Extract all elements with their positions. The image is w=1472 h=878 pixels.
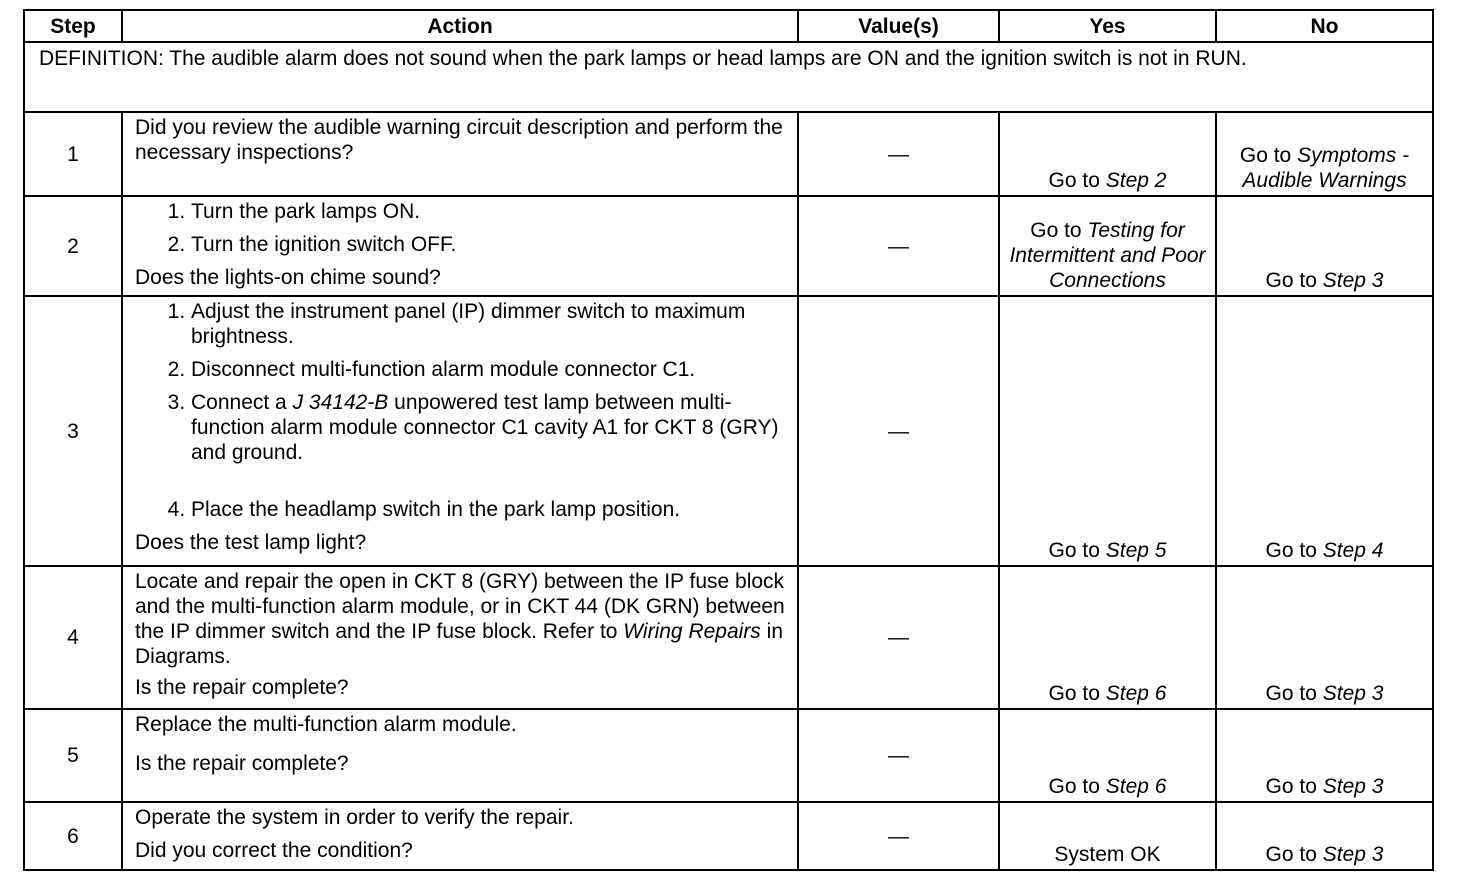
go-to-label: Go to — [1265, 539, 1317, 562]
table-row — [24, 196, 1433, 296]
action-steps-list — [135, 199, 789, 257]
header-yes: Yes — [999, 10, 1216, 42]
header-no: No — [1216, 10, 1433, 42]
yes-cell[interactable] — [999, 196, 1216, 296]
action-cell — [122, 296, 798, 566]
step-number: 6 — [24, 802, 122, 870]
table-row — [24, 296, 1433, 566]
action-cell — [122, 709, 798, 802]
go-to-label: Go to — [1048, 775, 1100, 798]
table-row — [24, 566, 1433, 709]
yes-link[interactable]: Step 5 — [1105, 539, 1167, 562]
go-to-label: Go to — [1265, 269, 1317, 292]
action-step: 2. Disconnect multi-function alarm module connector C1. — [191, 357, 789, 382]
action-question: Is the repair complete? — [135, 676, 349, 699]
header-step: Step — [24, 10, 122, 42]
action-text: Operate the system in order to verify the repair. — [135, 806, 574, 829]
action-cell — [122, 566, 798, 709]
no-cell[interactable] — [1216, 112, 1433, 196]
step-number: 4 — [24, 566, 122, 709]
yes-link[interactable]: Step 6 — [1105, 682, 1167, 705]
system-ok-text: System OK — [1054, 843, 1161, 866]
yes-cell[interactable] — [999, 112, 1216, 196]
yes-cell[interactable] — [999, 709, 1216, 802]
action-cell — [122, 196, 798, 296]
no-link[interactable]: Step 3 — [1322, 269, 1384, 292]
yes-cell[interactable] — [999, 296, 1216, 566]
go-to-label: Go to — [1265, 843, 1317, 866]
action-step: 3. Connect a J 34142-B unpowered test lamp between multi-function alarm module connector C1 cavity A1 for CKT 8 (GRY) and ground. — [191, 390, 789, 465]
definition-text: DEFINITION: The audible alarm does not sound when the park lamps or head lamps are ON and the ignition switch is not in RUN. — [24, 42, 1433, 112]
header-row — [24, 10, 1433, 42]
header-values: Value(s) — [798, 10, 999, 42]
go-to-label: Go to — [1265, 775, 1317, 798]
no-cell[interactable] — [1216, 566, 1433, 709]
yes-cell[interactable] — [999, 566, 1216, 709]
yes-link[interactable]: Step 2 — [1105, 169, 1167, 192]
action-question: Does the test lamp light? — [135, 531, 367, 554]
go-to-label: Go to — [1265, 682, 1317, 705]
value-cell: — — [798, 709, 999, 802]
action-question: Did you correct the condition? — [135, 839, 413, 862]
no-link[interactable]: Step 3 — [1322, 682, 1384, 705]
yes-link[interactable]: Step 6 — [1105, 775, 1167, 798]
go-to-label: Go to — [1030, 219, 1082, 242]
action-cell — [122, 112, 798, 196]
value-cell: — — [798, 296, 999, 566]
no-link[interactable]: Symptoms - Audible Warnings — [1242, 144, 1410, 192]
value-cell: — — [798, 802, 999, 870]
value-cell: — — [798, 196, 999, 296]
go-to-label: Go to — [1239, 144, 1292, 167]
value-cell: — — [798, 112, 999, 196]
no-cell[interactable] — [1216, 802, 1433, 870]
action-step: 1. Adjust the instrument panel (IP) dimmer switch to maximum brightness. — [191, 299, 789, 349]
action-text: Replace the multi-function alarm module. — [135, 713, 517, 736]
step-number: 2 — [24, 196, 122, 296]
table-row — [24, 112, 1433, 196]
action-steps-list — [135, 299, 789, 522]
table-row — [24, 802, 1433, 870]
yes-cell — [999, 802, 1216, 870]
step-number: 3 — [24, 296, 122, 566]
action-text: Locate and repair the open in CKT 8 (GRY) between the IP fuse block and the multi-function alarm module, or in CKT 44 (DK GRN) between the IP dimmer switch and the IP fuse block. Refer to Wiring Repairs in Diagrams. — [135, 570, 785, 668]
header-action: Action — [122, 10, 798, 42]
action-text: Did you review the audible warning circuit description and perform the necessary inspections? — [135, 116, 783, 164]
go-to-label: Go to — [1048, 169, 1100, 192]
go-to-label: Go to — [1048, 539, 1100, 562]
diagnostic-table — [23, 9, 1434, 871]
reference-link[interactable]: Wiring Repairs — [623, 620, 761, 643]
action-cell — [122, 802, 798, 870]
step-number: 5 — [24, 709, 122, 802]
no-link[interactable]: Step 3 — [1322, 843, 1384, 866]
action-step: 1. Turn the park lamps ON. — [191, 199, 789, 224]
no-cell[interactable] — [1216, 196, 1433, 296]
go-to-label: Go to — [1048, 682, 1100, 705]
action-step: 4. Place the headlamp switch in the park lamp position. — [191, 497, 789, 522]
no-link[interactable]: Step 3 — [1322, 775, 1384, 798]
action-question: Does the lights-on chime sound? — [135, 266, 441, 289]
yes-link[interactable]: Testing for Intermittent and Poor Connections — [1009, 219, 1206, 292]
no-cell[interactable] — [1216, 296, 1433, 566]
step-number: 1 — [24, 112, 122, 196]
no-link[interactable]: Step 4 — [1322, 539, 1384, 562]
action-step: 2. Turn the ignition switch OFF. — [191, 232, 789, 257]
table-row — [24, 709, 1433, 802]
no-cell[interactable] — [1216, 709, 1433, 802]
action-question: Is the repair complete? — [135, 752, 349, 775]
tool-name: J 34142-B — [292, 391, 389, 414]
value-cell: — — [798, 566, 999, 709]
definition-row — [24, 42, 1433, 112]
